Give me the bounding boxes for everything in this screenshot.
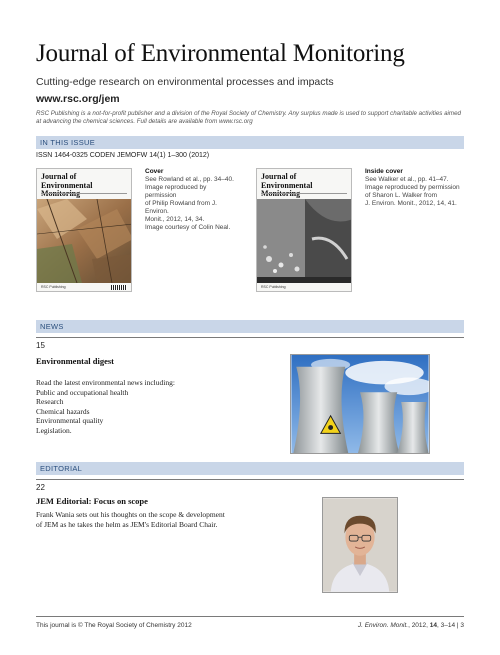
- tagline: Cutting-edge research on environmental processes and impacts: [36, 76, 334, 88]
- cover-caption: Cover See Rowland et al., pp. 34–40. Image reproduced by permission of Philip Rowland from J. Environ. Monit., 2012, 14, 34. Image courtesy of Colin Neal.: [145, 168, 234, 231]
- article-title-environmental-digest[interactable]: Environmental digest: [36, 356, 115, 366]
- footer-copyright: This journal is © The Royal Society of Chemistry 2012: [36, 622, 192, 629]
- issn-line: ISSN 1464-0325 CODEN JEMOFW 14(1) 1–300 (2012): [36, 152, 210, 159]
- footer-rule: [36, 616, 464, 617]
- footer-citation: J. Environ. Monit., 2012, 14, 3–14 | 3: [357, 622, 464, 629]
- section-rule: [36, 479, 464, 480]
- publisher-note: RSC Publishing is a not-for-profit publisher and a division of the Royal Society of Chemistry. Any surplus made is used to support charitable activities aimed at advancing the chemical sciences. Full details are available from www.rsc.org: [36, 110, 461, 125]
- journal-title: Journal of Environmental Monitoring: [36, 40, 405, 67]
- page-number: 15: [36, 341, 45, 350]
- microscopy-image: [257, 199, 352, 283]
- news-body: Read the latest environmental news including: Public and occupational health Research Chemical hazards Environmental quality Legislation.: [36, 378, 175, 435]
- inside-cover-caption: Inside cover See Walker et al., pp. 41–47. Image reproduced by permission of Sharon L. Walker from J. Environ. Monit., 2012, 14, 41.: [365, 168, 460, 207]
- cover-footer: RSC Publishing: [261, 285, 286, 289]
- editorial-body: Frank Wania sets out his thoughts on the scope & development of JEM as he takes the helm as JEM's Editorial Board Chair.: [36, 510, 225, 529]
- cover-divider: [41, 193, 127, 194]
- section-bar-in-this-issue: IN THIS ISSUE: [36, 136, 464, 149]
- list-item: Chemical hazards: [36, 406, 90, 416]
- list-item: Research: [36, 397, 64, 406]
- front-cover-thumbnail[interactable]: [36, 168, 132, 292]
- list-item: Environmental quality: [36, 416, 104, 425]
- barcode: [111, 285, 127, 290]
- page-number: 22: [36, 483, 45, 492]
- cover-title: Journal of Environmental: [41, 172, 93, 190]
- cover-footer: RSC Publishing: [41, 285, 66, 289]
- section-rule: [36, 337, 464, 338]
- portrait-photo: [322, 497, 398, 593]
- article-title-jem-editorial[interactable]: JEM Editorial: Focus on scope: [36, 496, 148, 506]
- inside-cover-thumbnail[interactable]: [256, 168, 352, 292]
- cover-title: Journal of Environmental: [261, 172, 313, 190]
- list-item: Legislation.: [36, 425, 72, 435]
- cooling-towers-photo: [290, 354, 430, 454]
- cover-divider: [261, 193, 347, 194]
- journal-url-link[interactable]: www.rsc.org/jem: [36, 93, 120, 105]
- section-bar-editorial: EDITORIAL: [36, 462, 464, 475]
- rock-image: [37, 199, 132, 283]
- list-item: Public and occupational health: [36, 387, 129, 397]
- section-bar-news: NEWS: [36, 320, 464, 333]
